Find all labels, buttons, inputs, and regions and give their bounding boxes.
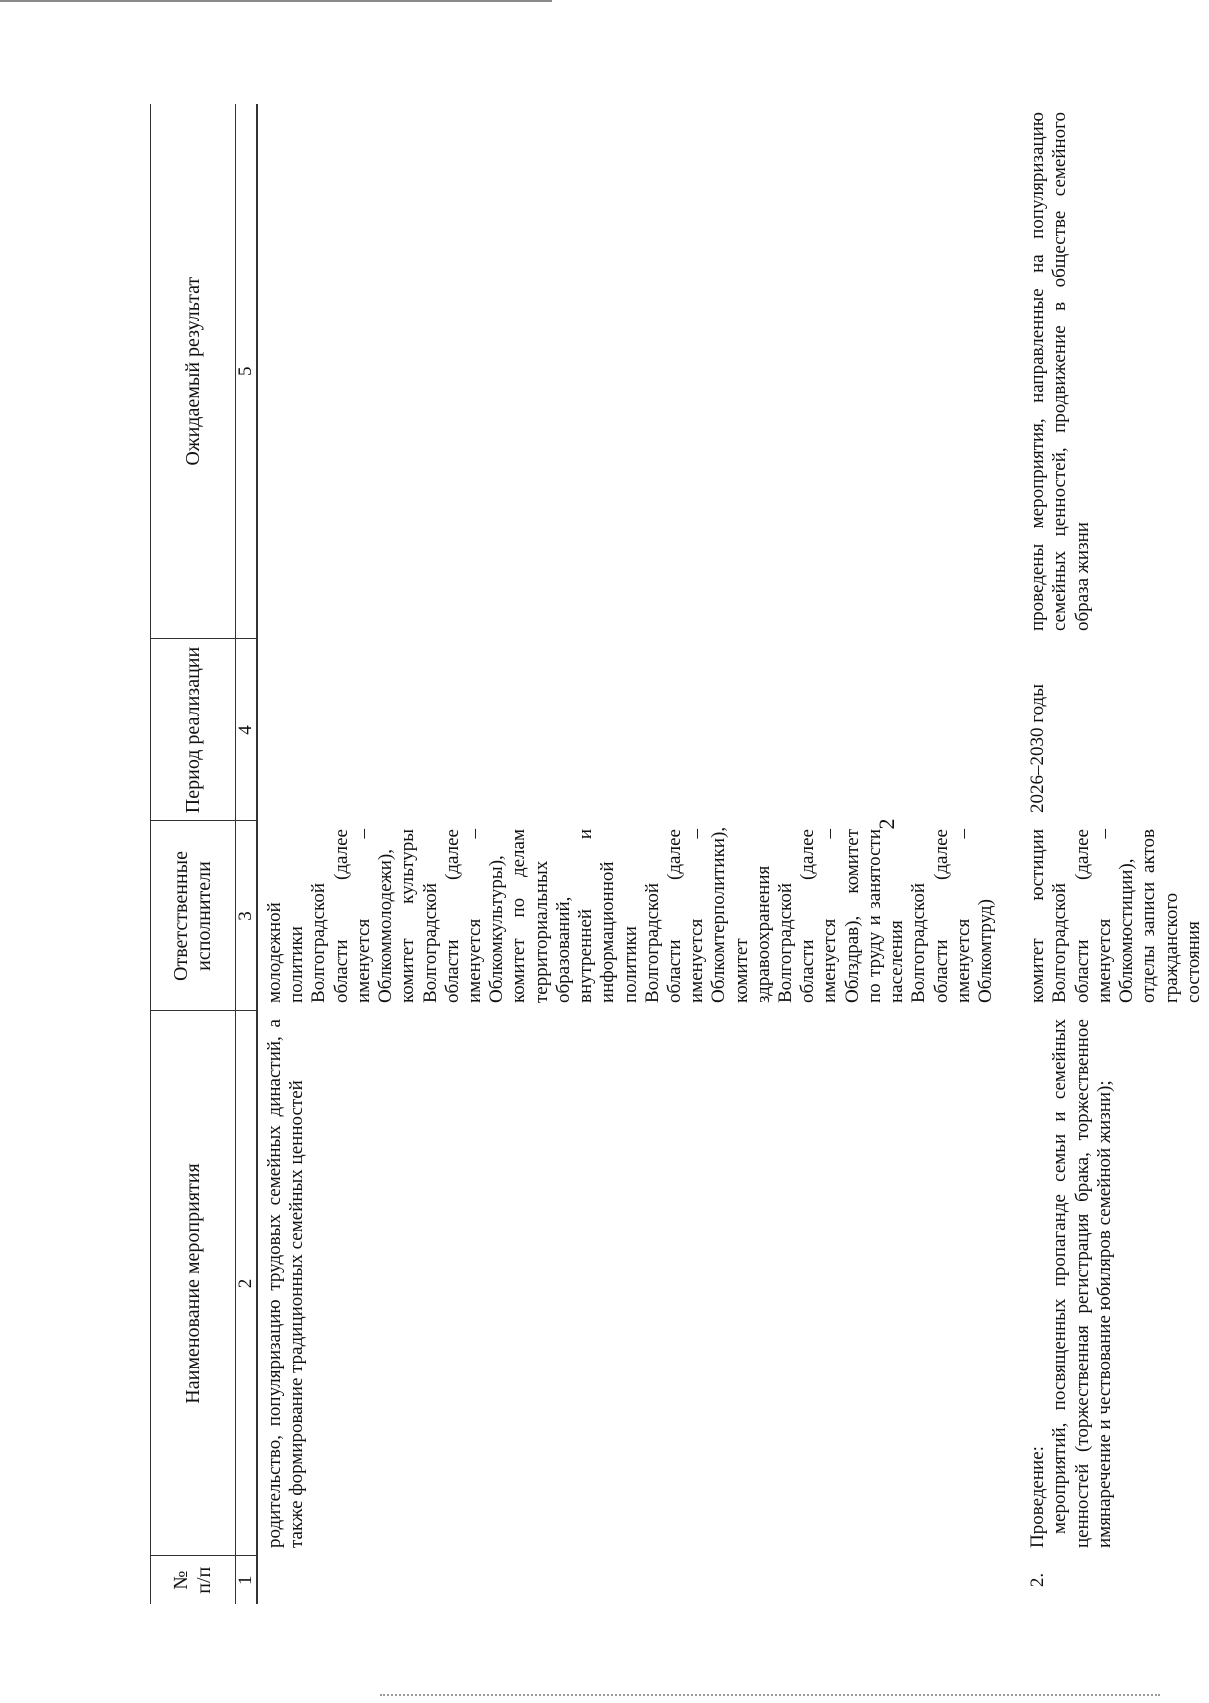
- row-event-name: [1001, 1011, 1209, 1556]
- action-plan-table: [150, 104, 1209, 1604]
- row-period: [257, 639, 1001, 821]
- row-period: 2026–2030 годы: [1027, 684, 1049, 813]
- scan-artifact-top-line: [0, 0, 552, 2]
- row-executors: комитет юстиции Волгоградской области (далее именуется – Облкомюстиции), отделы записи актов гражданского состояния: [1027, 829, 1204, 1003]
- table-row: [257, 104, 1001, 1604]
- row-event-heading: Проведение:: [1027, 1446, 1049, 1548]
- row-number: [257, 1556, 1001, 1604]
- header-event-name: Наименование мероприятия: [151, 1011, 236, 1556]
- table-row: [1001, 104, 1209, 1604]
- header-period: Период реализации: [151, 639, 236, 821]
- row-event-description: мероприятий, посвященных пропаганде семьи и семейных ценностей (торжественная регистрация брака, торжественное имянаречение и чествование юбиляров семейной жизни);: [1049, 1019, 1115, 1548]
- row-number: 2.: [1027, 1572, 1049, 1588]
- row-result: [257, 104, 1001, 639]
- header-result: Ожидаемый результат: [151, 104, 236, 639]
- rotated-page: [150, 104, 1204, 1604]
- header-number: № п/п: [151, 1556, 236, 1604]
- column-number-2: 2: [236, 1011, 258, 1556]
- row-result: проведены мероприятия, направленные на популяризацию семейных ценностей, продвижение в обществе семейного образа жизни: [1027, 112, 1093, 631]
- row-event-name: родительство, популяризацию трудовых семейных династий, а также формирование традиционных семейных ценностей: [264, 1019, 308, 1548]
- header-executors: Ответственные исполнители: [151, 821, 236, 1011]
- column-number-row: [236, 104, 258, 1604]
- column-number-4: 4: [236, 639, 258, 821]
- table-header-row: [151, 104, 236, 1604]
- row-executors: молодежной политики Волгоградской области (далее именуется – Облкоммолодежи), комитет культуры Волгоградской области (далее именуется – Облкомкультуры), комитет по делам территориальных образований, внутренней и информационной политики Волгоградской области (далее именуется – Облкомтерполитики), комитет здравоохранения Волгоградской области (далее именуется – Облздрав), комитет по труду и занятости населения Волгоградской области (далее именуется – Облкомтруд): [264, 826, 996, 1003]
- column-number-1: 1: [236, 1556, 258, 1604]
- column-number-5: 5: [236, 104, 258, 639]
- page-number: 2: [874, 818, 899, 830]
- column-number-3: 3: [236, 821, 258, 1011]
- scan-artifact-bottom-edge: [380, 1694, 1160, 1696]
